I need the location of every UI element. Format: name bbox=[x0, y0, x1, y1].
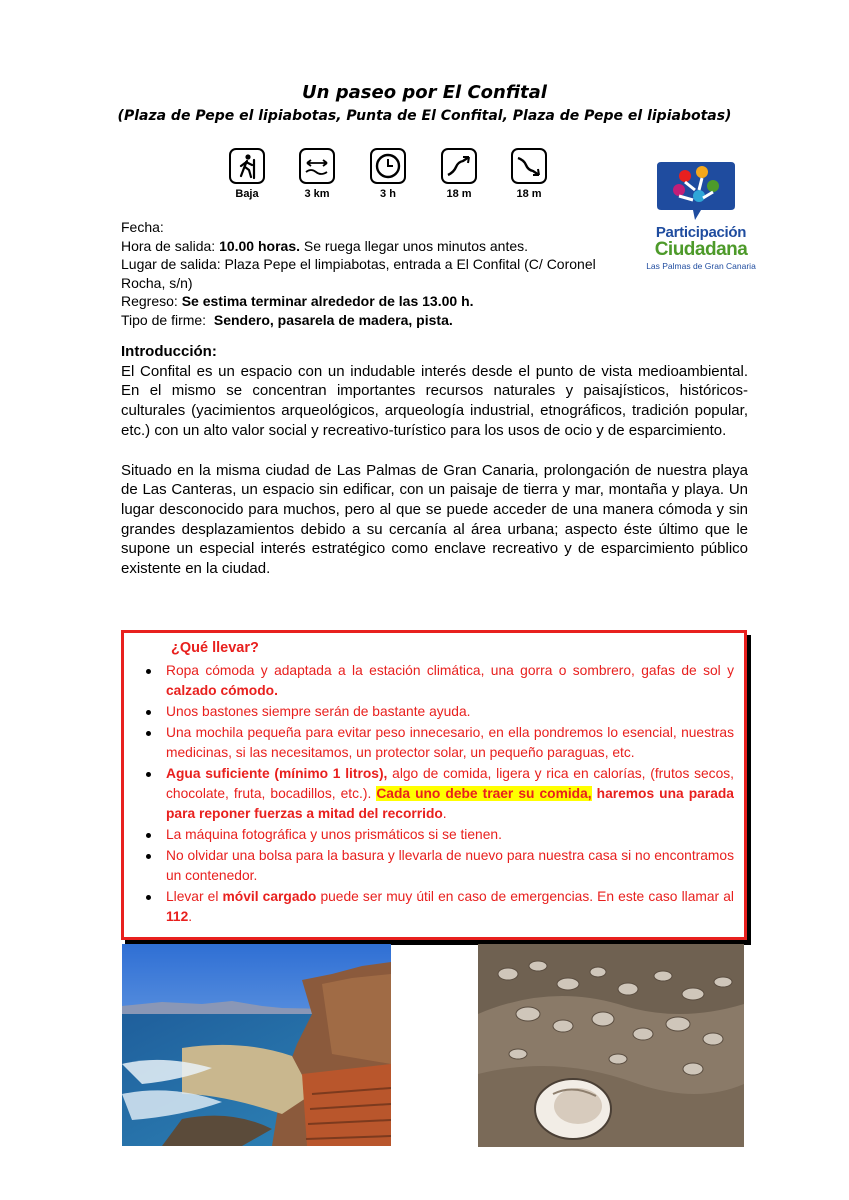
return-label: Regreso: bbox=[121, 293, 182, 309]
list-item bbox=[166, 846, 734, 886]
item-text: Ropa cómoda y adaptada a la estación climática, una gorra o sombrero, gafas de sol y bbox=[166, 663, 734, 678]
departure-time-line bbox=[121, 237, 621, 256]
item-text: . bbox=[442, 806, 447, 821]
item-bold: haremos una parada para reponer fuerzas a mitad del recorrido bbox=[166, 786, 734, 821]
ascent-stat bbox=[436, 148, 482, 200]
what-to-bring-list bbox=[166, 661, 734, 928]
distance-icon bbox=[299, 148, 335, 184]
surface-label: Tipo de firme: bbox=[121, 311, 214, 328]
route-icons bbox=[224, 148, 564, 204]
hiker-icon bbox=[229, 148, 265, 184]
departure-time-label: Hora de salida: bbox=[121, 237, 220, 254]
departure-place-line-2: Rocha, s/n) bbox=[121, 274, 193, 291]
item-text: Llevar el bbox=[166, 889, 223, 904]
introduction-paragraph-1: El Confital es un espacio con un indudable interés desde el punto de vista medioambiental. En el mismo se concentran importantes recursos naturales y paisajísticos, históricos-culturales (yacimientos arqueológicos, arqueología industrial, etnográficos, tradición popular, etc.) con un alto valor social y recreativo-turístico para los usos de ocio y de esparcimiento. bbox=[121, 362, 748, 439]
list-item bbox=[166, 723, 734, 763]
item-text: Una mochila pequeña para evitar peso innecesario, en ella pondremos lo esencial, nuestras medicinas, si las necesitamos, un protector solar, un pequeño paraguas, etc. bbox=[166, 725, 734, 760]
item-bold: Agua suficiente (mínimo 1 litros), bbox=[166, 766, 388, 781]
item-text: Unos bastones siempre serán de bastante ayuda. bbox=[166, 704, 471, 719]
page-title: Un paseo por El Confital bbox=[302, 82, 547, 103]
descent-stat bbox=[506, 148, 552, 200]
logo-line-2: Ciudadana bbox=[654, 239, 748, 260]
outing-details bbox=[121, 218, 621, 329]
descent-label: 18 m bbox=[516, 188, 542, 200]
item-text: puede ser muy útil en caso de emergencias. En este caso llamar al bbox=[316, 889, 734, 904]
departure-time-note: Se ruega llegar unos minutos antes. bbox=[300, 237, 529, 254]
item-text: No olvidar una bolsa para la basura y llevarla de nuevo para nuestra casa si no encontramos un contenedor. bbox=[166, 848, 734, 883]
speech-bubble-icon bbox=[655, 158, 737, 222]
coast-photo bbox=[122, 944, 391, 1146]
return-value: Se estima terminar alrededor de las 13.00 h. bbox=[181, 293, 474, 309]
list-item bbox=[166, 764, 734, 824]
item-text: La máquina fotográfica y unos prismáticos si se tienen. bbox=[166, 827, 502, 842]
item-text: algo de comida, ligera y rica en calorías, (frutos secos, chocolate, fruta, bocadillos, etc.). bbox=[166, 766, 734, 801]
duration-label: 3 h bbox=[380, 188, 396, 200]
list-item bbox=[166, 825, 734, 845]
what-to-bring-heading: ¿Qué llevar? bbox=[171, 640, 259, 656]
ascent-label: 18 m bbox=[446, 188, 472, 200]
logo-line-1: Participación bbox=[655, 224, 747, 241]
introduction-section bbox=[121, 342, 748, 579]
item-bold: móvil cargado bbox=[222, 889, 317, 904]
introduction-heading: Introducción: bbox=[121, 343, 217, 360]
list-item bbox=[166, 887, 734, 927]
departure-place-line: Lugar de salida: Plaza Pepe el limpiabotas, entrada a El Confital (C/ Coronel bbox=[121, 256, 596, 272]
descent-icon bbox=[511, 148, 547, 184]
fossil-shells-photo bbox=[478, 944, 744, 1147]
item-bold: 112 bbox=[166, 909, 189, 924]
difficulty-label: Baja bbox=[235, 188, 259, 200]
item-highlight: Cada uno debe traer su comida, bbox=[376, 786, 592, 801]
participacion-ciudadana-logo bbox=[645, 158, 757, 273]
what-to-bring-box bbox=[121, 630, 747, 940]
item-text: . bbox=[188, 909, 193, 924]
date-label: Fecha: bbox=[121, 219, 164, 235]
surface-value: Sendero, pasarela de madera, pista. bbox=[213, 311, 453, 328]
introduction-paragraph-2: Situado en la misma ciudad de Las Palmas de Gran Canaria, prolongación de nuestra playa de Las Canteras, un espacio sin edificar, con un paisaje de tierra y mar, montaña y playa. Un lugar desconocido para muchos, pero al que se puede acceder de una manera cómoda y sin grandes desplazamientos debido a su cercanía al área urbana; aspecto éste último que le supone un especial interés estratégico como enclave recreativo y de esparcimiento público existente en la ciudad. bbox=[121, 461, 748, 578]
distance-stat bbox=[294, 148, 340, 200]
date-line bbox=[121, 218, 621, 237]
logo-line-3: Las Palmas de Gran Canaria bbox=[646, 261, 756, 271]
distance-label: 3 km bbox=[304, 188, 330, 200]
ascent-icon bbox=[441, 148, 477, 184]
list-item bbox=[166, 702, 734, 722]
difficulty-stat bbox=[224, 148, 270, 200]
surface-line bbox=[121, 311, 621, 330]
clock-icon bbox=[370, 148, 406, 184]
page-subtitle: (Plaza de Pepe el lipiabotas, Punta de El Confital, Plaza de Pepe el lipiabotas) bbox=[117, 108, 732, 124]
duration-stat bbox=[365, 148, 411, 200]
return-line bbox=[121, 292, 621, 311]
item-bold: calzado cómodo. bbox=[166, 683, 278, 698]
departure-time-value: 10.00 horas. bbox=[219, 237, 300, 254]
list-item bbox=[166, 661, 734, 701]
